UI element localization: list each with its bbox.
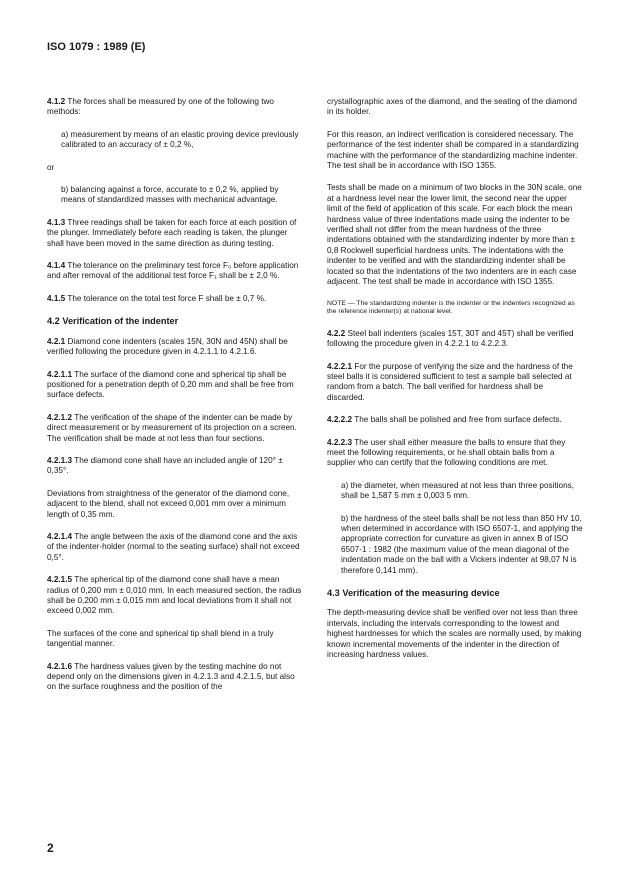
clause-text: The user shall either measure the balls to ensure that they meet the following requirements, or he shall obtain balls from a supplier who can certify that the following conditions are met.: [327, 437, 566, 468]
continuation-paragraph: crystallographic axes of the diamond, and the seating of the diamond in its holder.: [327, 97, 577, 117]
clause-number: 4.1.3: [47, 217, 66, 227]
clause-text: Diamond cone indenters (scales 15N, 30N and 45N) shall be verified following the procedure given in 4.2.1.1 to 4.2.1.6.: [47, 336, 288, 357]
requirement-b: b) the hardness of the steel balls shall be not less than 850 HV 10, when determined in accordance with ISO 6507-1, and applying the appropriate correction for curvature as given in annex B of ISO 6507-1 : 1982 (the maximum value of the mean diagonal of the indentation made on the ball with a Vickers indenter at 98,07 N is therefore 0,141 mm).: [341, 513, 583, 575]
clause-number: 4.1.5: [47, 293, 66, 303]
tests-paragraph: Tests shall be made on a minimum of two blocks in the 30N scale, one at a hardness level near the lower limit, the second near the upper limit of the field of application of this scale. For each block the mean hardness value of three indentations made using the indenter to be verified shall not differ from the mean hardness of the three indentations obtained with the standardizing indenter by more than ± 0,8 Rockwell superficial hardness units. The indentations with the indenter to be verified and with the standardizing indenter shall be located so that the indentations of the two indenters are in each case adjacent. The test shall be made in accordance with ISO 1355.: [327, 183, 582, 287]
clause-text: The angle between the axis of the diamond cone and the axis of the indenter-holder (normal to the seating surface) shall not exceed 0,5°.: [47, 531, 300, 562]
clause-number: 4.2.1.5: [47, 575, 73, 585]
section-heading-4-3: 4.3 Verification of the measuring device: [327, 588, 500, 598]
clause-4-2-2-3: [327, 438, 583, 469]
straightness-paragraph: Deviations from straightness of the generator of the diamond cone, adjacent to the blend, shall not exceed 0,001 mm over a minimum length of 0,35 mm.: [47, 488, 290, 519]
clause-number: 4.2.2.2: [327, 415, 353, 425]
requirement-a: a) the diameter, when measured at not less than three positions, shall be 1,587 5 mm ± 0,003 5 mm.: [341, 480, 575, 501]
clause-text: For the purpose of verifying the size and the hardness of the steel balls it is considered sufficient to test a sample ball selected at random from a batch. The ball verified for hardness shall be discarded.: [327, 361, 573, 402]
clause-text: The tolerance on the preliminary test force F₀ before application and after removal of the additional test force F₁ shall be ± 2,0 %.: [47, 261, 299, 281]
clause-4-2-1-3: [47, 456, 303, 477]
clause-text: The balls shall be polished and free from surface defects.: [354, 415, 562, 425]
clause-4-1-4: [47, 261, 303, 282]
clause-4-2-1-6: [47, 662, 303, 693]
clause-4-2-1: [47, 337, 303, 358]
clause-number: 4.1.2: [47, 97, 66, 106]
right-column: [327, 97, 583, 672]
clause-number: 4.2.1.2: [47, 412, 73, 422]
page-number: 2: [47, 841, 54, 855]
method-b: b) balancing against a force, accurate to ± 0,2 %, applied by means of standardized masses with mechanical advantage.: [61, 185, 279, 205]
clause-text: Steel ball indenters (scales 15T, 30T and 45T) shall be verified following the procedure given in 4.2.2.1 to 4.2.2.3.: [327, 328, 574, 349]
clause-text: The verification of the shape of the indenter can be made by direct measurement or by measurement of its projection on a screen. The verification shall be made at not less than four sections.: [47, 412, 297, 443]
indirect-verification-paragraph: For this reason, an indirect verification is considered necessary. The performance of the test indenter shall be compared in a standardizing machine with the performance of the standardizing machine indenter. The test shall be in accordance with ISO 1355.: [327, 129, 579, 171]
clause-4-1-2: [47, 97, 303, 118]
clause-text: The forces shall be measured by one of the following two methods:: [47, 97, 274, 117]
clause-4-2-1-2: [47, 413, 303, 444]
measuring-device-paragraph: The depth-measuring device shall be verified over not less than three intervals, including the intervals corresponding to the lowest and highest hardnesses for which the scales are normally used, by making known incremental movements of the indenter in the direction of increasing hardness values.: [327, 608, 582, 660]
method-a: a) measurement by means of an elastic proving device previously calibrated to an accuracy of ± 0,2 %,: [61, 129, 299, 150]
clause-text: Three readings shall be taken for each force at each position of the plunger. Immediately before each reading is taken, the plunger shall have been moved in the same direction as during testing.: [47, 217, 297, 248]
clause-number: 4.2.2: [327, 328, 346, 338]
clause-number: 4.2.2.3: [327, 437, 353, 447]
or-text: or: [47, 162, 55, 172]
note: NOTE — The standardizing indenter is the indenter or the indenters recognized as the reference indenter(s) at national level.: [327, 299, 575, 316]
clause-number: 4.2.1.3: [47, 455, 73, 465]
clause-text: The diamond cone shall have an included angle of 120° ± 0,35°.: [47, 455, 283, 476]
clause-4-2-2: [327, 329, 583, 350]
clause-4-1-3: [47, 218, 303, 249]
clause-number: 4.2.1.6: [47, 661, 73, 671]
clause-text: The tolerance on the total test force F shall be ± 0,7 %.: [67, 293, 267, 303]
clause-text: The hardness values given by the testing machine do not depend only on the dimensions given in 4.2.1.3 and 4.2.1.5, but also on the surface roughness and the position of the: [47, 661, 295, 692]
clause-number: 4.2.1.1: [47, 369, 73, 379]
clause-4-2-1-4: [47, 532, 303, 563]
clause-number: 4.2.1.4: [47, 531, 73, 541]
page-header: ISO 1079 : 1989 (E): [47, 41, 146, 53]
section-heading-4-2: 4.2 Verification of the indenter: [47, 316, 179, 327]
clause-4-2-1-1: [47, 370, 303, 401]
blend-paragraph: The surfaces of the cone and spherical tip shall blend in a truly tangential manner.: [47, 628, 274, 649]
left-column: [47, 97, 303, 705]
clause-text: The surface of the diamond cone and spherical tip shall be positioned for a penetration depth of 0,20 mm and shall be free from surface defects.: [47, 369, 294, 400]
clause-4-2-2-1: [327, 362, 583, 404]
clause-text: The spherical tip of the diamond cone shall have a mean radius of 0,200 mm ± 0,010 mm. In each measured section, the radius shall be 0,200 mm ± 0,015 mm and local deviations from it shall not exceed 0,002 mm.: [47, 575, 302, 616]
clause-4-2-1-5: [47, 575, 303, 617]
clause-4-2-2-2: [327, 415, 583, 425]
clause-number: 4.1.4: [47, 261, 66, 271]
clause-number: 4.2.1: [47, 336, 66, 346]
clause-number: 4.2.2.1: [327, 361, 353, 371]
clause-4-1-5: [47, 294, 303, 304]
